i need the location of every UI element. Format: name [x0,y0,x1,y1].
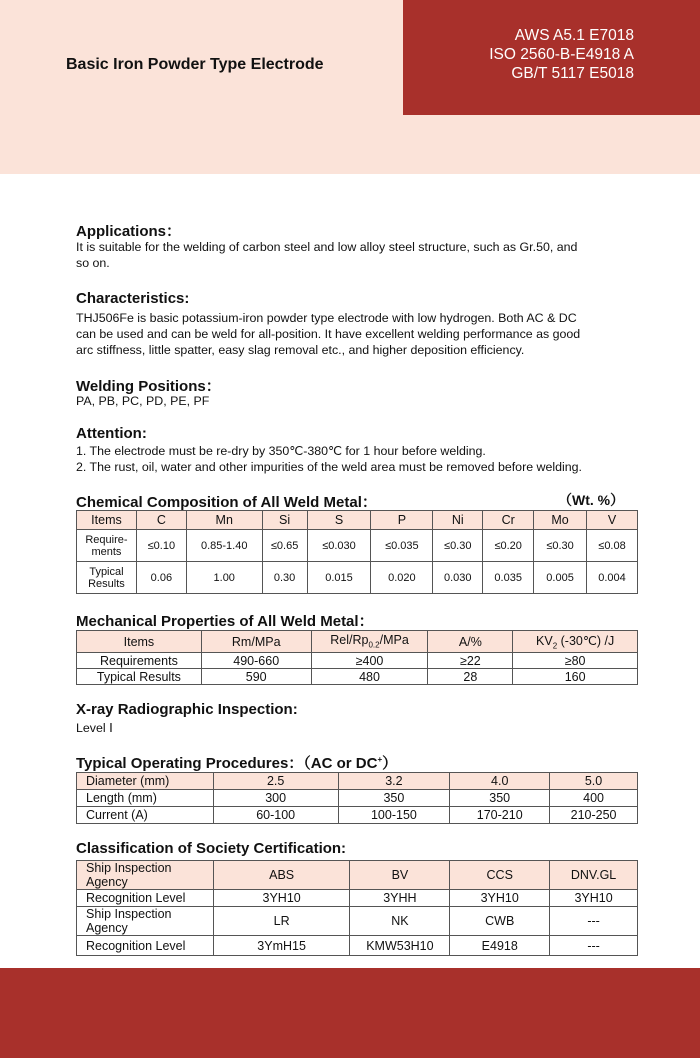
row-label-line: Typical [89,565,124,578]
table-cell: 100-150 [338,807,450,824]
header-text: /MPa [379,633,409,648]
document-title: Basic Iron Powder Type Electrode [66,56,324,73]
row-label: Ship Inspection Agency [77,861,214,890]
table-cell: 0.020 [371,562,433,594]
row-label: Recognition Level [77,890,214,907]
table-cell: 400 [550,790,638,807]
table-cell: 590 [201,669,311,685]
table-cell: 160 [513,669,638,685]
table-cell: 300 [213,790,338,807]
characteristics-line: can be used and can be weld for all-position. It have excellent welding performance as good [76,327,581,341]
table-cell: ≤0.08 [587,530,638,562]
operating-heading-end: ） [382,755,398,772]
col-header: P [371,511,433,530]
row-label: Typical Results [77,669,202,685]
characteristics-heading: Characteristics: [76,290,190,307]
row-label-line: Results [88,577,125,590]
attention-line: 2. The rust, oil, water and other impurities of the weld area must be removed before welding. [76,460,582,474]
row-label-line: ments [91,545,122,558]
table-cell: 5.0 [550,773,638,790]
col-header: Si [262,511,307,530]
header-text: Rel/Rp [330,633,369,648]
header-text: KV [536,633,553,648]
col-header: Mo [534,511,587,530]
welding-positions-heading: Welding Positions： [76,378,221,395]
table-row [77,907,638,936]
table-cell: 1.00 [186,562,262,594]
chemical-unit: （Wt. %） [558,492,625,508]
table-row [77,669,638,685]
col-header: Items [77,631,202,653]
table-cell: KMW53H10 [350,936,450,956]
table-cell: E4918 [450,936,550,956]
table-cell: 2.5 [213,773,338,790]
row-label: Diameter (mm) [77,773,214,790]
table-row [77,890,638,907]
certification-heading: Classification of Society Certification: [76,840,347,857]
table-cell: 0.005 [534,562,587,594]
row-label: Requirements [77,653,202,669]
xray-heading: X-ray Radiographic Inspection: [76,701,298,718]
col-header: A/% [428,631,513,653]
table-cell: ≤0.65 [262,530,307,562]
certification-table [76,860,638,956]
attention-text [76,443,636,475]
table-cell: 0.015 [307,562,371,594]
standard-iso: ISO 2560-B-E4918 A [489,46,634,63]
characteristics-line: THJ506Fe is basic potassium-iron powder type electrode with low hydrogen. Both AC & DC [76,311,577,325]
table-cell: CCS [450,861,550,890]
col-header: V [587,511,638,530]
table-cell: 3YHH [350,890,450,907]
table-cell: 3.2 [338,773,450,790]
applications-heading: Applications： [76,223,182,240]
table-cell: 4.0 [450,773,550,790]
footer-band [0,968,700,1058]
table-cell: ≥80 [513,653,638,669]
operating-heading-text: Typical Operating Procedures：（AC or DC [76,755,378,772]
table-cell: 28 [428,669,513,685]
row-label: Recognition Level [77,936,214,956]
table-cell: 350 [338,790,450,807]
table-cell: 3YH10 [213,890,350,907]
row-label [77,562,137,594]
table-cell: 0.06 [136,562,186,594]
chemical-table [76,510,638,594]
table-row [77,790,638,807]
header-subscript: 2 [552,641,558,651]
row-label: Ship Inspection Agency [77,907,214,936]
operating-heading-sup: + [377,755,383,764]
table-cell: 3YmH15 [213,936,350,956]
header-text: (-30℃) /J [557,633,615,648]
table-cell: 350 [450,790,550,807]
standard-gbt: GB/T 5117 E5018 [511,65,634,82]
certification-header-row [77,861,638,890]
mechanical-heading: Mechanical Properties of All Weld Metal： [76,613,374,630]
col-header: S [307,511,371,530]
table-cell: --- [550,936,638,956]
table-cell: 170-210 [450,807,550,824]
col-header: Mn [186,511,262,530]
mechanical-table [76,630,638,685]
table-cell: 3YH10 [550,890,638,907]
row-label [77,530,137,562]
table-row [77,936,638,956]
col-header: C [136,511,186,530]
col-header [513,631,638,653]
table-row [77,562,638,594]
table-cell: ≥22 [428,653,513,669]
mechanical-header-row [77,631,638,653]
table-cell: ≤0.10 [136,530,186,562]
row-label: Length (mm) [77,790,214,807]
table-cell: 3YH10 [450,890,550,907]
chemical-header-row [77,511,638,530]
table-cell: 60-100 [213,807,338,824]
col-header: Items [77,511,137,530]
table-cell: 210-250 [550,807,638,824]
characteristics-line: arc stiffness, little spatter, easy slag removal etc., and higher deposition efficiency. [76,343,525,357]
standard-aws: AWS A5.1 E7018 [514,27,634,44]
row-label-line: Require- [85,533,128,546]
table-row [77,807,638,824]
characteristics-text [76,310,636,358]
col-header: Rm/MPa [201,631,311,653]
table-cell: 0.035 [483,562,534,594]
table-cell: 480 [311,669,428,685]
operating-heading [76,752,397,773]
applications-line: It is suitable for the welding of carbon steel and low alloy steel structure, such as Gr.50, and [76,240,578,254]
table-cell: 0.030 [433,562,483,594]
operating-header-row [77,773,638,790]
attention-heading: Attention: [76,425,147,442]
row-label: Current (A) [77,807,214,824]
table-cell: BV [350,861,450,890]
table-cell: NK [350,907,450,936]
col-header: Ni [433,511,483,530]
table-cell: LR [213,907,350,936]
table-cell: ABS [213,861,350,890]
table-cell: ≤0.20 [483,530,534,562]
col-header [311,631,428,653]
table-cell: CWB [450,907,550,936]
table-row [77,530,638,562]
table-cell: 490-660 [201,653,311,669]
table-cell: ≤0.035 [371,530,433,562]
applications-text [76,239,636,271]
table-cell: ≤0.030 [307,530,371,562]
xray-text: Level Ⅰ [76,721,113,735]
col-header: Cr [483,511,534,530]
standards-box [403,0,700,115]
chemical-heading: Chemical Composition of All Weld Metal： [76,494,377,511]
welding-positions-text: PA, PB, PC, PD, PE, PF [76,394,210,408]
table-cell: ≤0.30 [433,530,483,562]
table-cell: 0.85-1.40 [186,530,262,562]
attention-line: 1. The electrode must be re-dry by 350℃-380℃ for 1 hour before welding. [76,444,486,458]
operating-table [76,772,638,824]
applications-line: so on. [76,256,110,270]
table-cell: 0.30 [262,562,307,594]
table-cell: --- [550,907,638,936]
table-cell: DNV.GL [550,861,638,890]
table-row [77,653,638,669]
table-cell: ≥400 [311,653,428,669]
table-cell: ≤0.30 [534,530,587,562]
table-cell: 0.004 [587,562,638,594]
header-subscript: 0.2 [368,640,380,650]
